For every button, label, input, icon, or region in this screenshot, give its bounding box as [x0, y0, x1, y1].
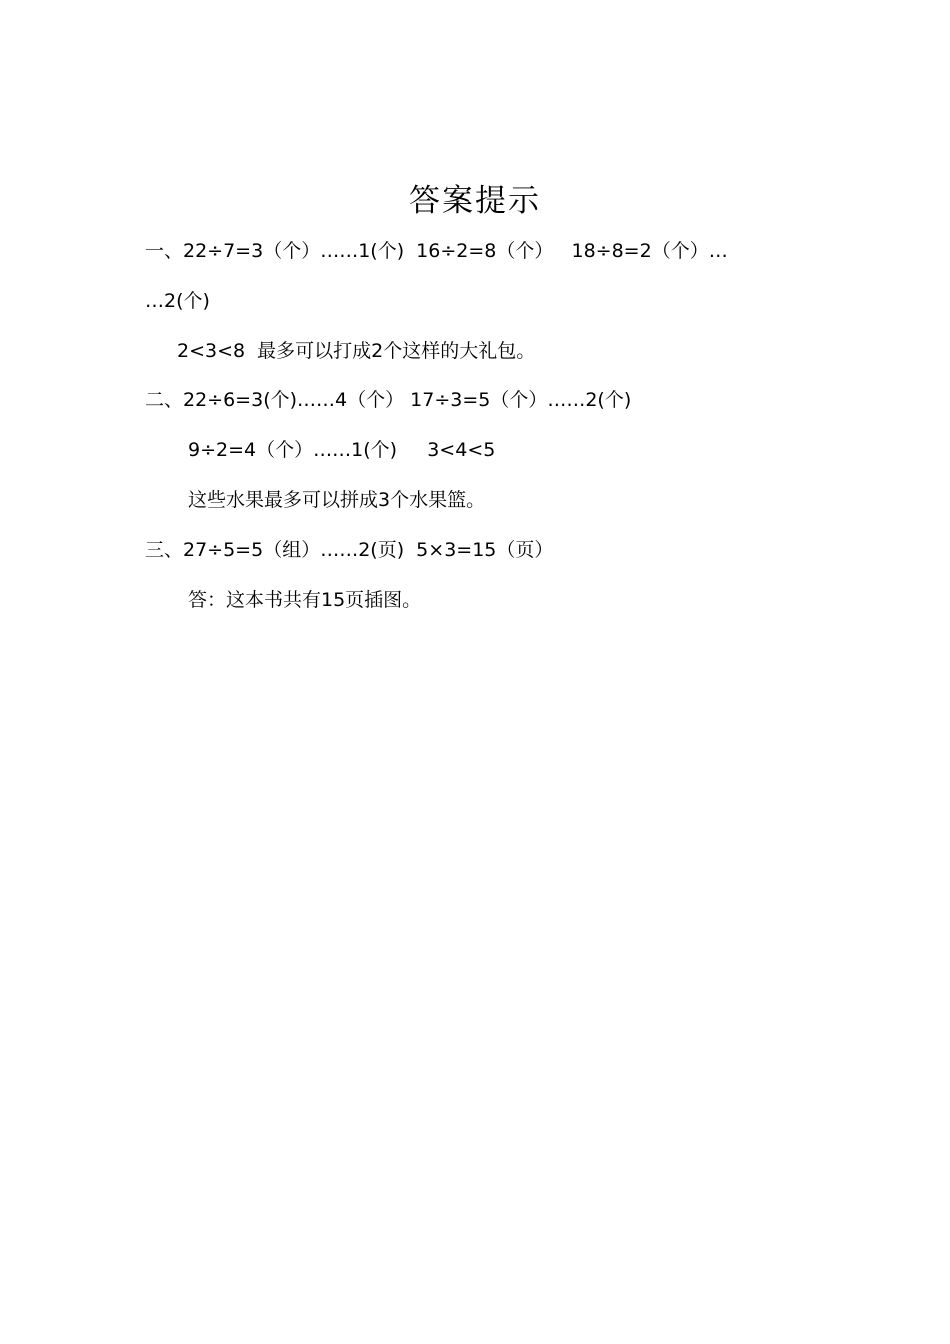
page-title: 答案提示: [409, 183, 541, 219]
answer-1-conclusion: 2<3<8 最多可以打成2个这样的大礼包。: [177, 340, 536, 362]
answer-2-line-2: 9÷2=4（个）……1(个) 3<4<5: [188, 439, 496, 461]
answer-3-conclusion: 答：这本书共有15页插图。: [188, 589, 422, 611]
answer-2-conclusion: 这些水果最多可以拼成3个水果篮。: [188, 489, 486, 511]
answer-1-line-2: …2(个): [145, 290, 210, 312]
answer-2-line-1: 二、22÷6=3(个)……4（个） 17÷3=5（个）……2(个): [145, 389, 632, 411]
answer-1-line-1: 一、22÷7=3（个）……1(个) 16÷2=8（个） 18÷8=2（个）…: [145, 240, 728, 262]
answer-3-line-1: 三、27÷5=5（组）……2(页) 5×3=15（页）: [145, 539, 554, 561]
